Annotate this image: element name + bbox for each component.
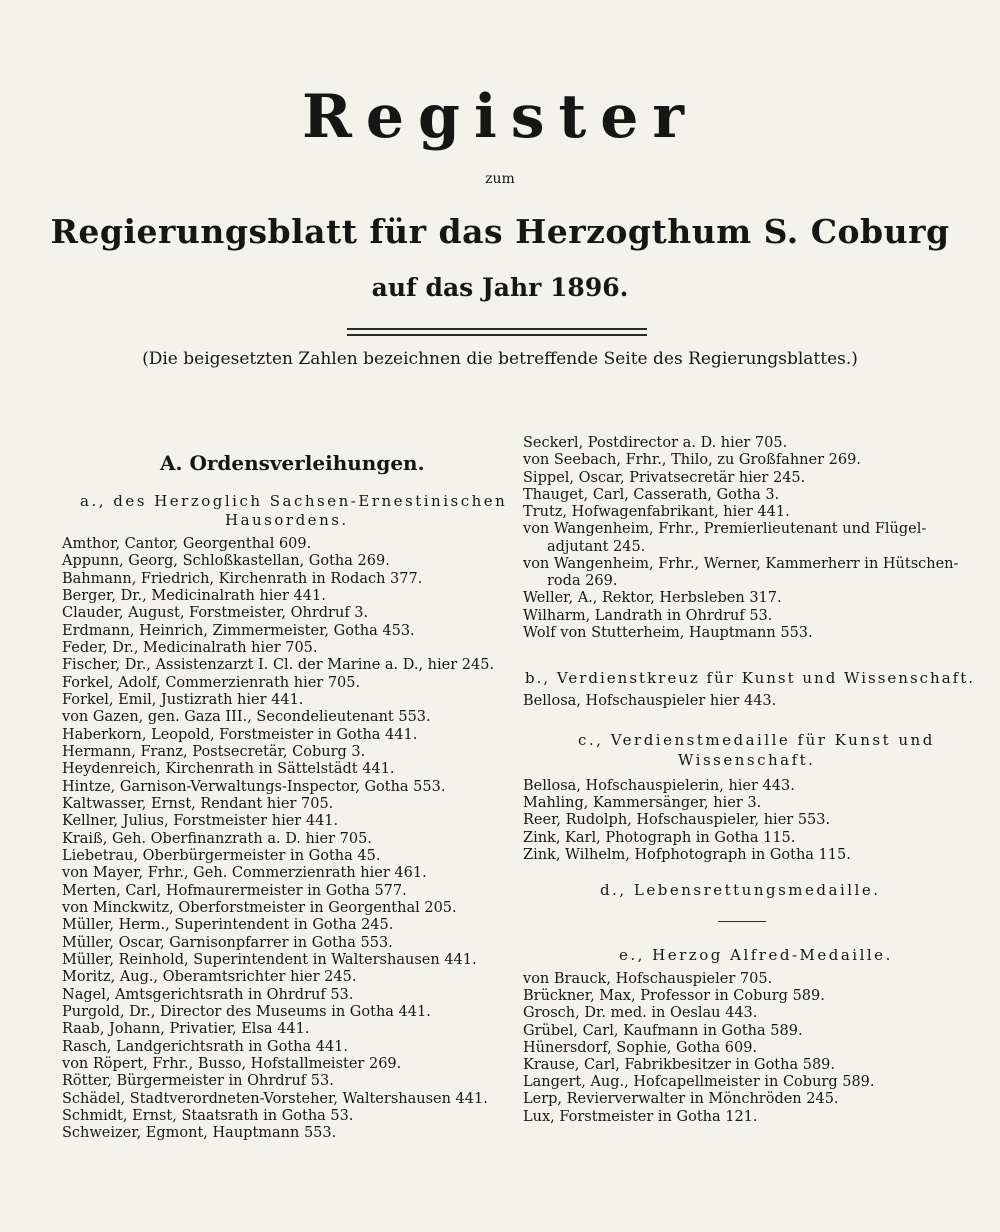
index-entry: Hünersdorf, Sophie, Gotha 609.: [523, 1039, 758, 1056]
index-entry: von Seebach, Frhr., Thilo, zu Großfahner 269.: [523, 452, 861, 469]
divider-rule-bottom: [347, 334, 647, 336]
index-entry: Thauget, Carl, Casserath, Gotha 3.: [523, 486, 780, 503]
index-entry: Weller, A., Rektor, Herbsleben 317.: [523, 590, 782, 607]
index-entry: Nagel, Amtsgerichtsrath in Ohrdruf 53.: [62, 986, 354, 1003]
index-entry: roda 269.: [547, 573, 618, 589]
index-entry: von Minckwitz, Oberforstmeister in Georgenthal 205.: [62, 899, 457, 916]
index-entry: Merten, Carl, Hofmaurermeister in Gotha 577.: [62, 882, 407, 899]
section-a-subheading-line1: a., des Herzoglich Sachsen-Ernestinischen: [80, 492, 508, 510]
section-c-heading-line1: c., Verdienstmedaille für Kunst und: [578, 731, 935, 749]
index-entry: Reer, Rudolph, Hofschauspieler, hier 553.: [523, 812, 831, 829]
document-subtitle: Regierungsblatt für das Herzogthum S. Coburg: [50, 212, 950, 251]
index-entry: Amthor, Cantor, Georgenthal 609.: [62, 536, 312, 552]
index-entry: Krause, Carl, Fabrikbesitzer in Gotha 589.: [523, 1057, 836, 1073]
index-entry: Forkel, Emil, Justizrath hier 441.: [62, 691, 304, 708]
index-entry: Purgold, Dr., Director des Museums in Gotha 441.: [62, 1003, 431, 1020]
index-entry: Fischer, Dr., Assistenzarzt I. Cl. der Marine a. D., hier 245.: [62, 657, 495, 674]
index-entry: Kraiß, Geh. Oberfinanzrath a. D. hier 705.: [62, 830, 372, 847]
index-entry: Schweizer, Egmont, Hauptmann 553.: [62, 1125, 337, 1142]
index-entry: Grosch, Dr. med. in Oeslau 443.: [523, 1005, 758, 1022]
index-entry: Lerp, Revierverwalter in Mönchröden 245.: [523, 1091, 839, 1108]
index-entry: Berger, Dr., Medicinalrath hier 441.: [62, 587, 326, 604]
index-entry: Liebetrau, Oberbürgermeister in Gotha 45.: [62, 847, 381, 864]
index-entry: von Wangenheim, Frhr., Premierlieutenant und Flügel-: [523, 521, 927, 538]
index-entry: Mahling, Kammersänger, hier 3.: [523, 795, 762, 812]
index-entry: Bellosa, Hofschauspielerin, hier 443.: [523, 778, 795, 794]
index-entry: Wilharm, Landrath in Ohrdruf 53.: [523, 607, 773, 624]
index-entry: Raab, Johann, Privatier, Elsa 441.: [62, 1021, 310, 1038]
index-entry: Kaltwasser, Ernst, Rendant hier 705.: [62, 795, 334, 812]
index-entry: von Gazen, gen. Gaza III., Secondelieutenant 553.: [62, 709, 431, 726]
index-entry: Bahmann, Friedrich, Kirchenrath in Rodach 377.: [62, 570, 423, 587]
index-entry: Brückner, Max, Professor in Coburg 589.: [523, 988, 825, 1005]
index-entry: von Röpert, Frhr., Busso, Hofstallmeister 269.: [62, 1055, 402, 1072]
index-entry: von Wangenheim, Frhr., Werner, Kammerherr in Hütschen-: [523, 555, 959, 572]
index-entry: Schädel, Stadtverordneten-Vorsteher, Waltershausen 441.: [62, 1090, 488, 1107]
index-entry: Müller, Oscar, Garnisonpfarrer in Gotha 553.: [62, 934, 393, 951]
index-entry: Rötter, Bürgermeister in Ohrdruf 53.: [62, 1073, 334, 1090]
index-entry: Forkel, Adolf, Commerzienrath hier 705.: [62, 674, 361, 691]
title-connector: zum: [485, 171, 515, 187]
index-entry: Trutz, Hofwagenfabrikant, hier 441.: [523, 504, 790, 520]
section-divider-short: [718, 921, 766, 922]
index-entry: Erdmann, Heinrich, Zimmermeister, Gotha 453.: [62, 622, 415, 639]
index-entry: Haberkorn, Leopold, Forstmeister in Gotha 441.: [62, 726, 418, 743]
index-entry: Lux, Forstmeister in Gotha 121.: [523, 1108, 758, 1125]
index-entry: Seckerl, Postdirector a. D. hier 705.: [523, 435, 788, 451]
index-entry: Feder, Dr., Medicinalrath hier 705.: [62, 639, 318, 656]
index-entry: Hermann, Franz, Postsecretär, Coburg 3.: [62, 743, 366, 760]
index-entry: von Brauck, Hofschauspieler 705.: [523, 971, 773, 987]
index-entry: Moritz, Aug., Oberamtsrichter hier 245.: [62, 969, 357, 986]
divider-rule-top: [347, 328, 647, 330]
index-entry: Heydenreich, Kirchenrath in Sättelstädt 441.: [62, 761, 395, 778]
index-entry: Sippel, Oscar, Privatsecretär hier 245.: [523, 469, 806, 486]
index-entry: Bellosa, Hofschauspieler hier 443.: [523, 693, 777, 709]
index-entry: Zink, Wilhelm, Hofphotograph in Gotha 115.: [523, 846, 851, 863]
section-d-heading: d., Lebensrettungsmedaille.: [600, 881, 881, 899]
section-b-heading: b., Verdienstkreuz für Kunst und Wissenschaft.: [525, 669, 976, 687]
index-entry: Müller, Herm., Superintendent in Gotha 245.: [62, 917, 394, 934]
section-a-subheading-line2: Hausordens.: [225, 511, 349, 529]
index-entry: Clauder, August, Forstmeister, Ohrdruf 3.: [62, 605, 369, 622]
index-entry: Appunn, Georg, Schloßkastellan, Gotha 269.: [62, 553, 390, 570]
document-year: auf das Jahr 1896.: [371, 273, 629, 302]
section-a-heading: A. Ordensverleihungen.: [160, 451, 425, 475]
index-entry: Wolf von Stutterheim, Hauptmann 553.: [523, 624, 813, 641]
document-title: Register: [301, 82, 699, 152]
index-entry: Rasch, Landgerichtsrath in Gotha 441.: [62, 1038, 349, 1055]
section-c-heading-line2: Wissenschaft.: [678, 751, 816, 769]
index-entry: von Mayer, Frhr., Geh. Commerzienrath hier 461.: [62, 865, 427, 882]
index-entry: Zink, Karl, Photograph in Gotha 115.: [523, 829, 796, 846]
index-entry: adjutant 245.: [547, 538, 646, 555]
index-entry: Kellner, Julius, Forstmeister hier 441.: [62, 813, 339, 830]
index-entry: Müller, Reinhold, Superintendent in Waltershausen 441.: [62, 951, 477, 968]
index-entry: Grübel, Carl, Kaufmann in Gotha 589.: [523, 1022, 803, 1039]
index-entry: Schmidt, Ernst, Staatsrath in Gotha 53.: [62, 1107, 354, 1124]
section-e-heading: e., Herzog Alfred-Medaille.: [619, 946, 893, 964]
index-entry: Langert, Aug., Hofcapellmeister in Coburg 589.: [523, 1074, 875, 1091]
index-entry: Hintze, Garnison-Verwaltungs-Inspector, Gotha 553.: [62, 778, 446, 795]
explanatory-note: (Die beigesetzten Zahlen bezeichnen die betreffende Seite des Regierungsblattes.): [142, 349, 858, 369]
